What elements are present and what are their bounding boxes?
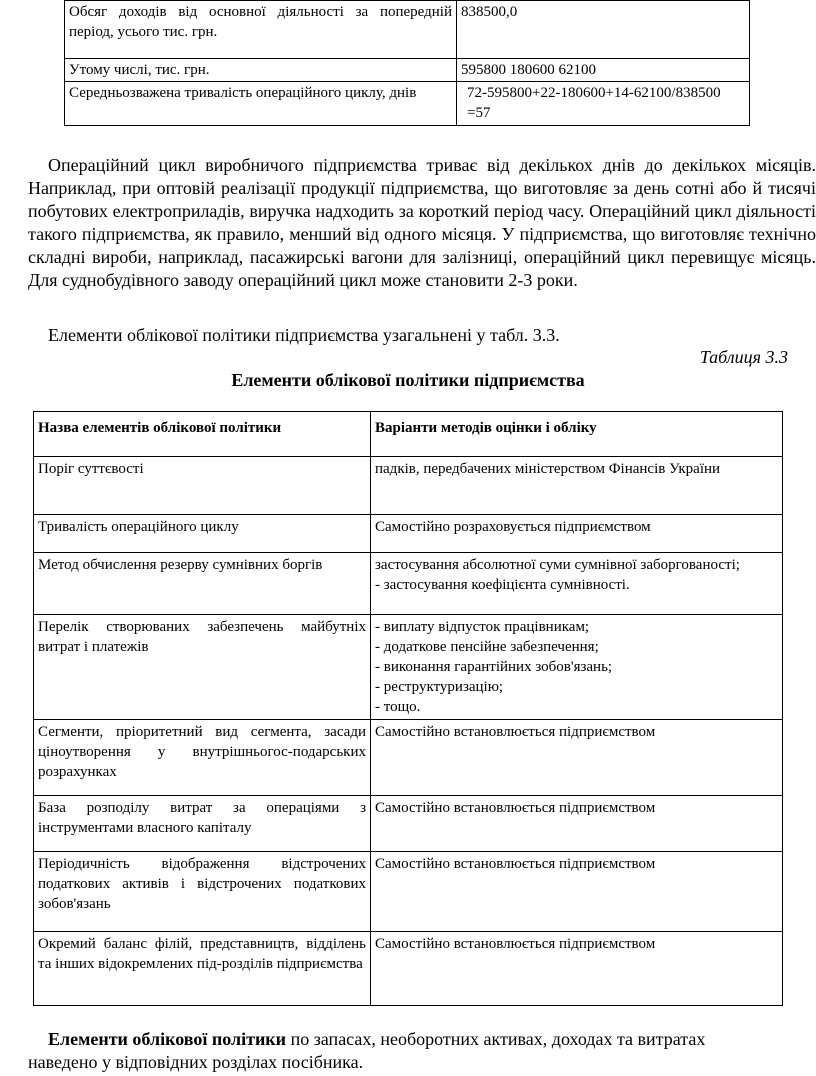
row-name: Поріг суттєвості bbox=[34, 457, 371, 515]
header-method: Варіанти методів оцінки і обліку bbox=[371, 412, 783, 457]
header-name: Назва елементів облікової політики bbox=[34, 412, 371, 457]
row-name: Сегменти, пріоритетний вид сегмента, засади ціноутворення у внутрішньогос-подарських розрахунках bbox=[34, 720, 371, 796]
table-row bbox=[34, 615, 783, 720]
row-name: Тривалість операційного циклу bbox=[34, 515, 371, 553]
table-row bbox=[34, 852, 783, 932]
paragraph-bold-lead: Елементи облікової політики bbox=[48, 1029, 287, 1049]
row-value: 595800 180600 62100 bbox=[457, 59, 750, 82]
row-label: Обсяг доходів від основної діяльності за попередній період, усього тис. грн. bbox=[65, 1, 457, 59]
row-method: Самостійно встановлюється підприємством bbox=[371, 720, 783, 796]
row-value: 838500,0 bbox=[457, 1, 750, 59]
row-name: Окремий баланс філій, представництв, відділень та інших відокремлених під-розділів підприємства bbox=[34, 932, 371, 1006]
table-row bbox=[34, 796, 783, 852]
paragraph-tail: наведено у відповідних розділах посібника. bbox=[28, 1052, 364, 1072]
table-label: Таблиця 3.3 bbox=[699, 347, 788, 367]
row-method: Самостійно встановлюється підприємством bbox=[371, 932, 783, 1006]
row-method: Самостійно встановлюється підприємством bbox=[371, 852, 783, 932]
row-method: Самостійно встановлюється підприємством bbox=[371, 796, 783, 852]
row-name: Метод обчислення резерву сумнівних боргів bbox=[34, 553, 371, 615]
row-method: застосування абсолютної суми сумнівної заборгованості; - застосування коефіцієнта сумнівності. bbox=[371, 553, 783, 615]
table-row bbox=[34, 932, 783, 1006]
table-row bbox=[34, 515, 783, 553]
policy-table bbox=[33, 411, 783, 1006]
row-name: Перелік створюваних забезпечень майбутніх витрат і платежів bbox=[34, 615, 371, 720]
paragraph-policy-elements bbox=[28, 1028, 816, 1072]
row-method: падків, передбачених міністерством Фінансів України bbox=[371, 457, 783, 515]
row-method: Самостійно розраховується підприємством bbox=[371, 515, 783, 553]
table-row bbox=[34, 553, 783, 615]
paragraph-operating-cycle: Операційний цикл виробничого підприємства триває від декількох днів до декількох місяців. Наприклад, при оптовій реалізації продукції підприємства, що виготовляє за день сотні або й тисячі побутових електроприладів, виручка надходить за короткий період часу. Операційний цикл діяльності такого підприємства, як правило, менший від одного місяця. У підприємства, що виготовляє технічно складні вироби, наприклад, пасажирські вагони для залізниці, операційний цикл перевищує місяць. Для суднобудівного заводу операційний цикл може становити 2-3 роки. bbox=[28, 155, 816, 290]
table-header-row bbox=[34, 412, 783, 457]
row-method: - виплату відпусток працівникам; - додаткове пенсійне забезпечення; - виконання гарантійних зобов'язань; - реструктуризацію; - тощо. bbox=[371, 615, 783, 720]
row-label: Утому числі, тис. грн. bbox=[65, 59, 457, 82]
table-row bbox=[34, 720, 783, 796]
row-label: Середньозважена тривалість операційного циклу, днів bbox=[65, 82, 457, 126]
row-name: Періодичність відображення відстрочених податкових активів і відстрочених податкових зобов'язань bbox=[34, 852, 371, 932]
table-row bbox=[34, 457, 783, 515]
paragraph-rest: по запасах, необоротних активах, доходах та витратах bbox=[286, 1029, 706, 1049]
table-row bbox=[65, 82, 750, 126]
table-title: Елементи облікової політики підприємства bbox=[231, 370, 585, 390]
table-row bbox=[65, 59, 750, 82]
top-table bbox=[64, 0, 750, 126]
table-row bbox=[65, 1, 750, 59]
paragraph-policy-intro: Елементи облікової політики підприємства узагальнені у табл. 3.3. bbox=[48, 325, 560, 345]
row-name: База розподілу витрат за операціями з інструментами власного капіталу bbox=[34, 796, 371, 852]
row-value: 72-595800+22-180600+14-62100/838500 =57 bbox=[457, 82, 750, 126]
